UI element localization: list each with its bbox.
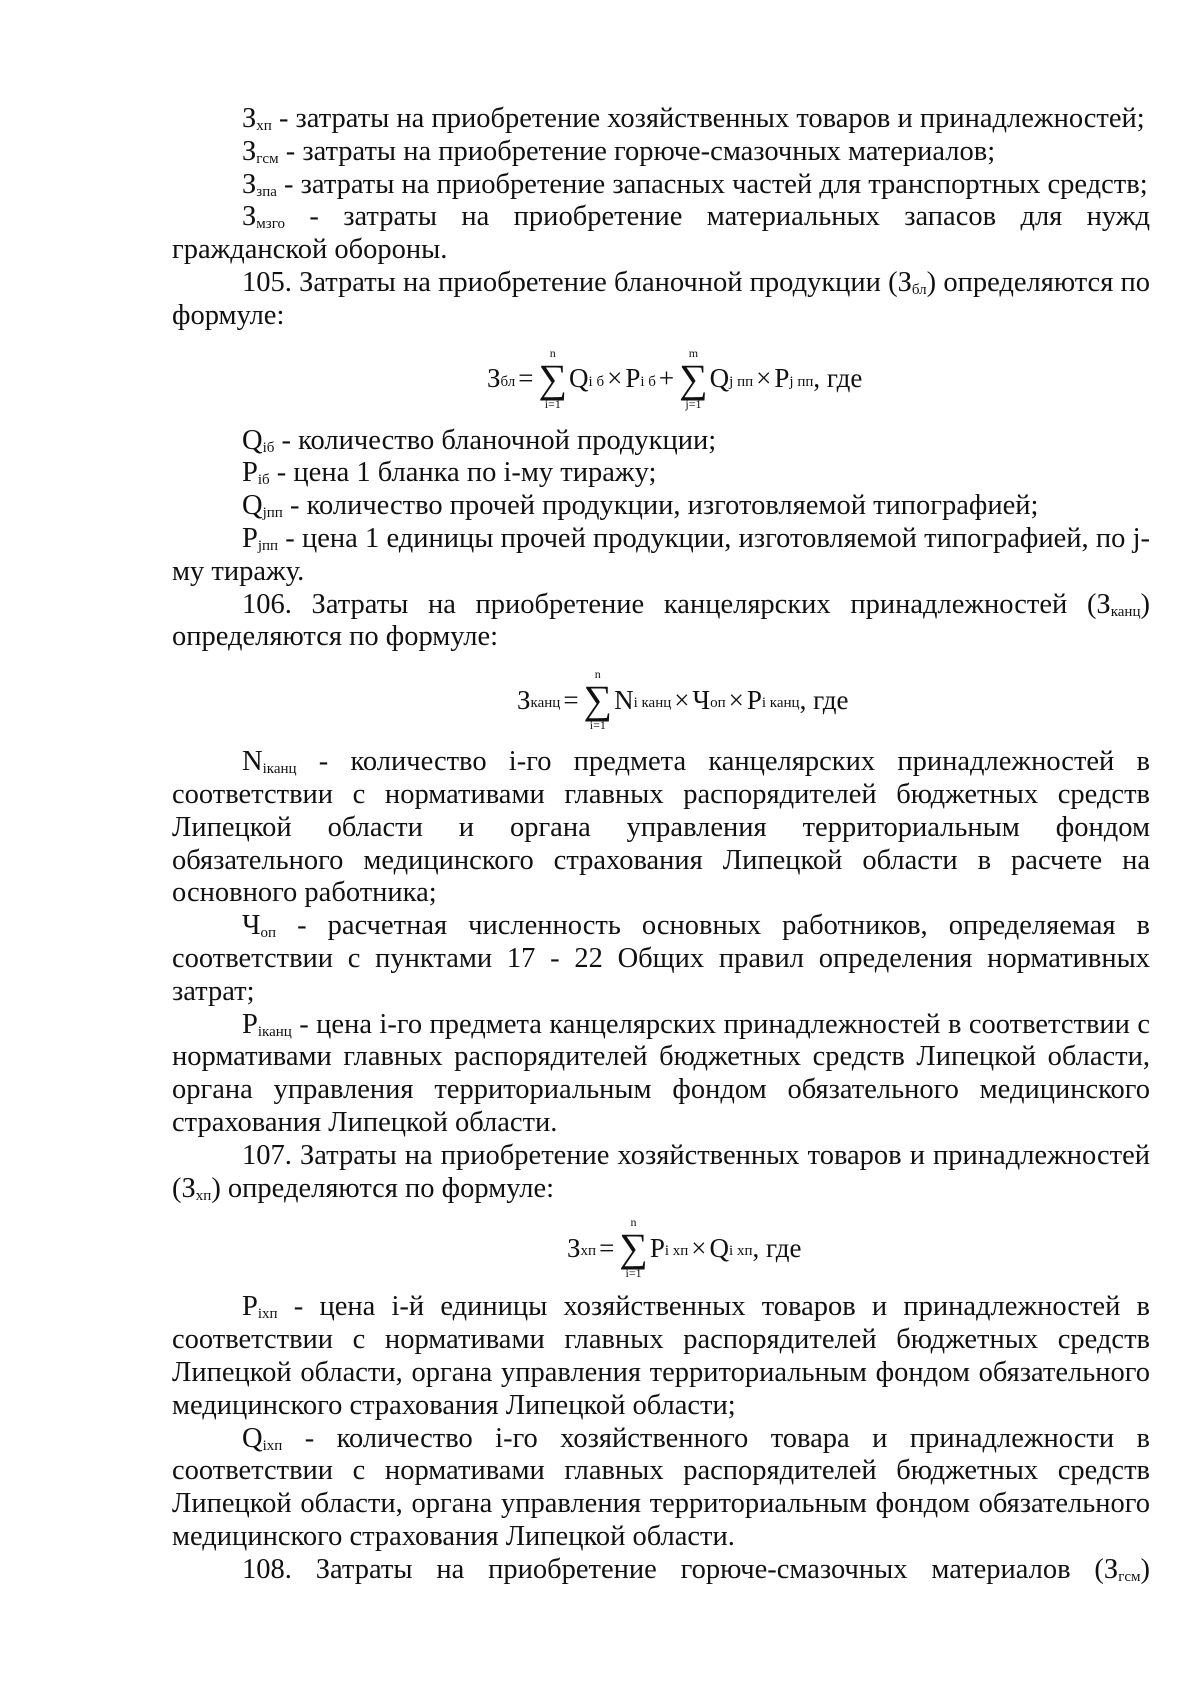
definition-text: - расчетная численность основных работников, определяемая в соответствии с пунктами 17 - 22 Общих правил определения нормативных затрат;: [172, 910, 1150, 1007]
equals-sign: =: [599, 1232, 615, 1263]
formula-suffix: , где: [813, 363, 863, 394]
sum-upper-limit: m: [688, 345, 699, 360]
equals-sign: =: [518, 363, 534, 394]
paragraph-tail: ) определяются по формуле:: [211, 1172, 555, 1204]
definition-pib: [172, 457, 1150, 490]
formula-lhs: З: [487, 363, 501, 394]
symbol: З: [242, 135, 257, 167]
symbol: P: [242, 1291, 258, 1323]
subscript: хп: [195, 1187, 212, 1204]
definition-pikants: [172, 1009, 1150, 1140]
sum-upper-limit: n: [549, 345, 556, 360]
definition-text: - количество бланочной продукции;: [274, 424, 717, 456]
sigma-icon: ∑: [538, 355, 568, 401]
sum-operator: [539, 347, 568, 411]
subscript: iб: [257, 472, 270, 489]
definition-text: - цена 1 единицы прочей продукции, изготовляемой типографией, по j-му тиражу.: [172, 522, 1150, 587]
times-sign: ×: [674, 684, 690, 715]
paragraph-tail: ) определяются по формуле:: [172, 588, 1150, 653]
sigma-icon: ∑: [583, 677, 613, 723]
equals-sign: =: [563, 684, 579, 715]
symbol: P: [242, 457, 258, 489]
definition-text: - затраты на приобретение материальных запасов для нужд гражданской обороны.: [172, 201, 1150, 266]
subscript: бл: [911, 281, 927, 298]
subscript: гсм: [256, 150, 279, 167]
definition-zzpa: [172, 169, 1150, 202]
paragraph-tail: ) определяются по формуле:: [172, 266, 1150, 331]
definition-text: - затраты на приобретение хозяйственных товаров и принадлежностей;: [271, 103, 1145, 134]
times-sign: ×: [728, 684, 744, 715]
formula-lhs: З: [517, 684, 531, 715]
definition-qib: [172, 425, 1150, 458]
definition-text: - количество i-го предмета канцелярских принадлежностей в соответствии с нормативами главных распорядителей бюджетных средств Липецкой области и органа управления территориальным фондом обязательного медицинского страхования Липецкой области в расчете на основного работника;: [172, 746, 1150, 909]
paragraph-lead: 107. Затраты на приобретение хозяйственных товаров и принадлежностей (З: [172, 1139, 1150, 1204]
definition-text: - затраты на приобретение горюче-смазочных материалов;: [278, 135, 996, 167]
times-sign: ×: [691, 1232, 707, 1263]
definition-pihp: [172, 1291, 1150, 1422]
symbol: З: [242, 168, 257, 200]
sum-upper-limit: n: [630, 1215, 637, 1230]
paragraph-106: [172, 589, 1150, 655]
definition-text: - количество прочей продукции, изготовляемой типографией;: [282, 490, 1039, 522]
document-page: [172, 103, 1150, 1586]
definition-text: - цена 1 бланка по i-му тиражу;: [269, 457, 657, 489]
subscript: iканц: [262, 761, 297, 778]
term: Q: [709, 363, 730, 394]
subscript: iхп: [257, 1306, 278, 1323]
paragraph-105: [172, 267, 1150, 333]
sum-operator: [619, 1216, 648, 1280]
sum-lower-limit: j=1: [685, 396, 702, 411]
paragraph-lead: 105. Затраты на приобретение бланочной продукции (З: [242, 266, 912, 298]
definition-text: - цена i-го предмета канцелярских принадлежностей в соответствии с нормативами главных распорядителей бюджетных средств Липецкой области, органа управления территориальным фондом обязательного медицинского страхования Липецкой области.: [172, 1008, 1150, 1138]
symbol: Q: [242, 490, 263, 522]
definition-text: - количество i-го хозяйственного товара и принадлежности в соответствии с нормативами главных распорядителей бюджетных средств Липецкой области, органа управления территориальным фондом обязательного медицинского страхования Липецкой области.: [172, 1422, 1150, 1552]
paragraph-108: [172, 1554, 1150, 1587]
paragraph-107: [172, 1140, 1150, 1206]
sum-lower-limit: i=1: [544, 396, 561, 411]
definition-qjpp: [172, 490, 1150, 523]
subscript: iхп: [262, 1437, 283, 1454]
formula-lhs: З: [567, 1232, 581, 1263]
sigma-icon: ∑: [679, 355, 708, 401]
definition-chop: [172, 910, 1150, 1008]
plus-sign: +: [658, 363, 675, 394]
term: Ч: [692, 684, 711, 715]
paragraph-tail: ): [1140, 1553, 1150, 1585]
term: P: [649, 1232, 665, 1263]
sum-operator: [584, 668, 613, 732]
subscript: iб: [262, 439, 275, 456]
formula-107: З $_{хп}$ = n ∑ i=1 P $_{i хп}$ × Q $_{i хп}$ , где: [567, 1215, 802, 1281]
subscript: хп: [256, 118, 272, 134]
times-sign: ×: [756, 363, 772, 394]
formula-suffix: , где: [752, 1232, 802, 1263]
definition-zmzgo: [172, 201, 1150, 267]
symbol: З: [242, 201, 257, 233]
definition-zgsm: [172, 136, 1150, 169]
definition-zhp: [172, 103, 1150, 136]
symbol: Q: [242, 424, 263, 456]
sum-lower-limit: i=1: [589, 718, 606, 733]
subscript: jпп: [262, 505, 283, 522]
symbol: Q: [242, 1422, 263, 1454]
term: N: [614, 684, 634, 715]
subscript: iканц: [257, 1023, 292, 1040]
term: Q: [569, 363, 589, 394]
formula-106: З $_{канц}$ = n ∑ i=1 N $_{i канц}$ × Ч $_{оп}$ × P $_{i канц}$ , где: [517, 667, 849, 733]
definition-nikants: [172, 746, 1150, 910]
sum-operator: [679, 347, 708, 411]
term: P: [746, 684, 762, 715]
definition-pjpp: [172, 523, 1150, 589]
subscript: зпа: [256, 183, 277, 200]
subscript: мзго: [256, 216, 285, 233]
term: P: [774, 363, 790, 394]
term: Q: [709, 1232, 730, 1263]
symbol: Ч: [242, 910, 261, 942]
term: P: [625, 363, 641, 394]
formula-suffix: , где: [799, 684, 849, 715]
symbol: P: [242, 522, 258, 554]
formula-105: З $_{бл}$ = n ∑ i=1 Q $_{i б}$ × P $_{i б}$ + m ∑ j=1 Q $_{j пп}$ × P $_{j пп}$ , где: [487, 345, 863, 411]
symbol: З: [242, 103, 257, 134]
subscript: jпп: [257, 537, 279, 554]
symbol: P: [242, 1008, 258, 1040]
sigma-icon: ∑: [619, 1225, 648, 1271]
paragraph-lead: 106. Затраты на приобретение канцелярских принадлежностей (З: [242, 588, 1111, 620]
definition-text: - цена i-й единицы хозяйственных товаров и принадлежностей в соответствии с нормативами главных распорядителей бюджетных средств Липецкой области, органа управления территориальным фондом обязательного медицинского страхования Липецкой области;: [172, 1291, 1150, 1421]
symbol: N: [242, 746, 263, 778]
paragraph-lead: 108. Затраты на приобретение горюче-смазочных материалов (З: [242, 1553, 1119, 1585]
definition-text: - затраты на приобретение запасных частей для транспортных средств;: [276, 168, 1148, 200]
subscript: оп: [260, 925, 277, 942]
sum-upper-limit: n: [594, 667, 601, 682]
subscript: гсм: [1118, 1568, 1141, 1585]
sum-lower-limit: i=1: [625, 1266, 642, 1281]
subscript: канц: [1110, 603, 1141, 620]
times-sign: ×: [607, 363, 623, 394]
definition-qihp: [172, 1423, 1150, 1554]
